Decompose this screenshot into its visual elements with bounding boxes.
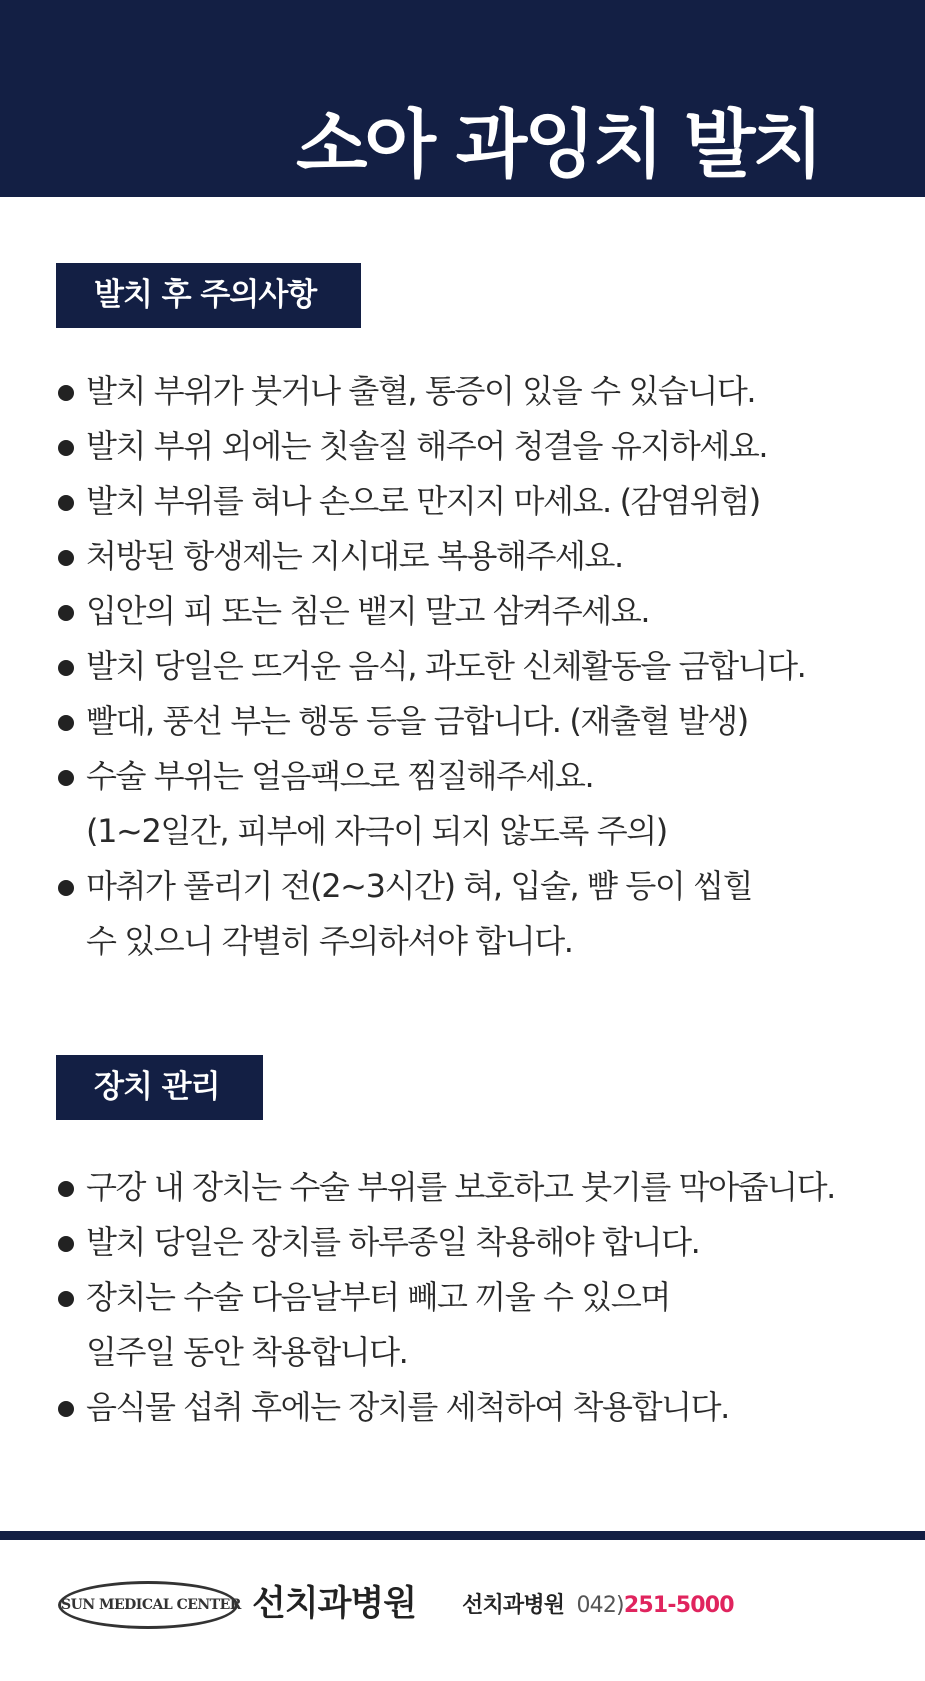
list-item bbox=[56, 859, 916, 969]
logo-emblem bbox=[58, 1581, 241, 1629]
list-item bbox=[56, 364, 916, 419]
list-item-text: 구강 내 장치는 수술 부위를 보호하고 붓기를 막아줍니다. bbox=[86, 1168, 835, 1206]
list-item-text: 발치 부위가 붓거나 출혈, 통증이 있을 수 있습니다. bbox=[86, 372, 756, 410]
list-item-text: 수 있으니 각별히 주의하셔야 합니다. bbox=[86, 922, 573, 960]
list-item bbox=[56, 639, 916, 694]
list-item-text: 발치 당일은 뜨거운 음식, 과도한 신체활동을 금합니다. bbox=[86, 647, 806, 685]
list-item-text: 발치 당일은 장치를 하루종일 착용해야 합니다. bbox=[86, 1223, 700, 1261]
page-title: 소아 과잉치 발치 bbox=[296, 102, 821, 188]
contact-name: 선치과병원 bbox=[462, 1593, 565, 1618]
list-item bbox=[56, 529, 916, 584]
bullet-dot-icon bbox=[58, 1236, 74, 1252]
phone-number: 251-5000 bbox=[623, 1593, 734, 1618]
aftercare-list bbox=[56, 364, 916, 969]
bullet-dot-icon bbox=[58, 385, 74, 401]
list-item bbox=[56, 1270, 916, 1380]
logo-emblem-text: SUN MEDICAL CENTER bbox=[61, 1597, 241, 1613]
list-item-text: 빨대, 풍선 부는 행동 등을 금합니다. (재출혈 발생) bbox=[86, 702, 748, 740]
bullet-dot-icon bbox=[58, 715, 74, 731]
bullet-dot-icon bbox=[58, 440, 74, 456]
list-item bbox=[56, 584, 916, 639]
section-label-aftercare: 발치 후 주의사항 bbox=[56, 263, 361, 328]
bullet-dot-icon bbox=[58, 660, 74, 676]
header-band bbox=[0, 0, 925, 197]
bullet-dot-icon bbox=[58, 1181, 74, 1197]
list-item bbox=[56, 1160, 916, 1215]
list-item bbox=[56, 1215, 916, 1270]
section-label-appliance: 장치 관리 bbox=[56, 1055, 263, 1120]
list-item bbox=[56, 694, 916, 749]
bullet-dot-icon bbox=[58, 1291, 74, 1307]
list-item-text: 일주일 동안 착용합니다. bbox=[86, 1333, 408, 1371]
list-item bbox=[56, 749, 916, 859]
list-item-text: 처방된 항생제는 지시대로 복용해주세요. bbox=[86, 537, 623, 575]
appliance-list bbox=[56, 1160, 916, 1435]
bullet-dot-icon bbox=[58, 495, 74, 511]
list-item-text: 음식물 섭취 후에는 장치를 세척하여 착용합니다. bbox=[86, 1388, 729, 1426]
phone-area-code: 042) bbox=[576, 1593, 624, 1618]
bullet-dot-icon bbox=[58, 770, 74, 786]
bullet-dot-icon bbox=[58, 1401, 74, 1417]
list-item-text: 발치 부위를 혀나 손으로 만지지 마세요. (감염위험) bbox=[86, 482, 760, 520]
list-item bbox=[56, 474, 916, 529]
bullet-dot-icon bbox=[58, 605, 74, 621]
list-item-text: 수술 부위는 얼음팩으로 찜질해주세요. bbox=[86, 757, 594, 795]
footer-divider bbox=[0, 1531, 925, 1540]
contact-info bbox=[462, 1590, 734, 1622]
list-item-text: (1~2일간, 피부에 자극이 되지 않도록 주의) bbox=[86, 812, 667, 850]
bullet-dot-icon bbox=[58, 550, 74, 566]
list-item bbox=[56, 419, 916, 474]
logo-name: 선치과병원 bbox=[252, 1583, 417, 1624]
list-item-text: 마취가 풀리기 전(2~3시간) 혀, 입술, 뺨 등이 씹힐 bbox=[86, 867, 753, 905]
list-item-text: 장치는 수술 다음날부터 빼고 끼울 수 있으며 bbox=[86, 1278, 670, 1316]
list-item-text: 발치 부위 외에는 칫솔질 해주어 청결을 유지하세요. bbox=[86, 427, 768, 465]
bullet-dot-icon bbox=[58, 880, 74, 896]
list-item bbox=[56, 1380, 916, 1435]
list-item-text: 입안의 피 또는 침은 뱉지 말고 삼켜주세요. bbox=[86, 592, 650, 630]
